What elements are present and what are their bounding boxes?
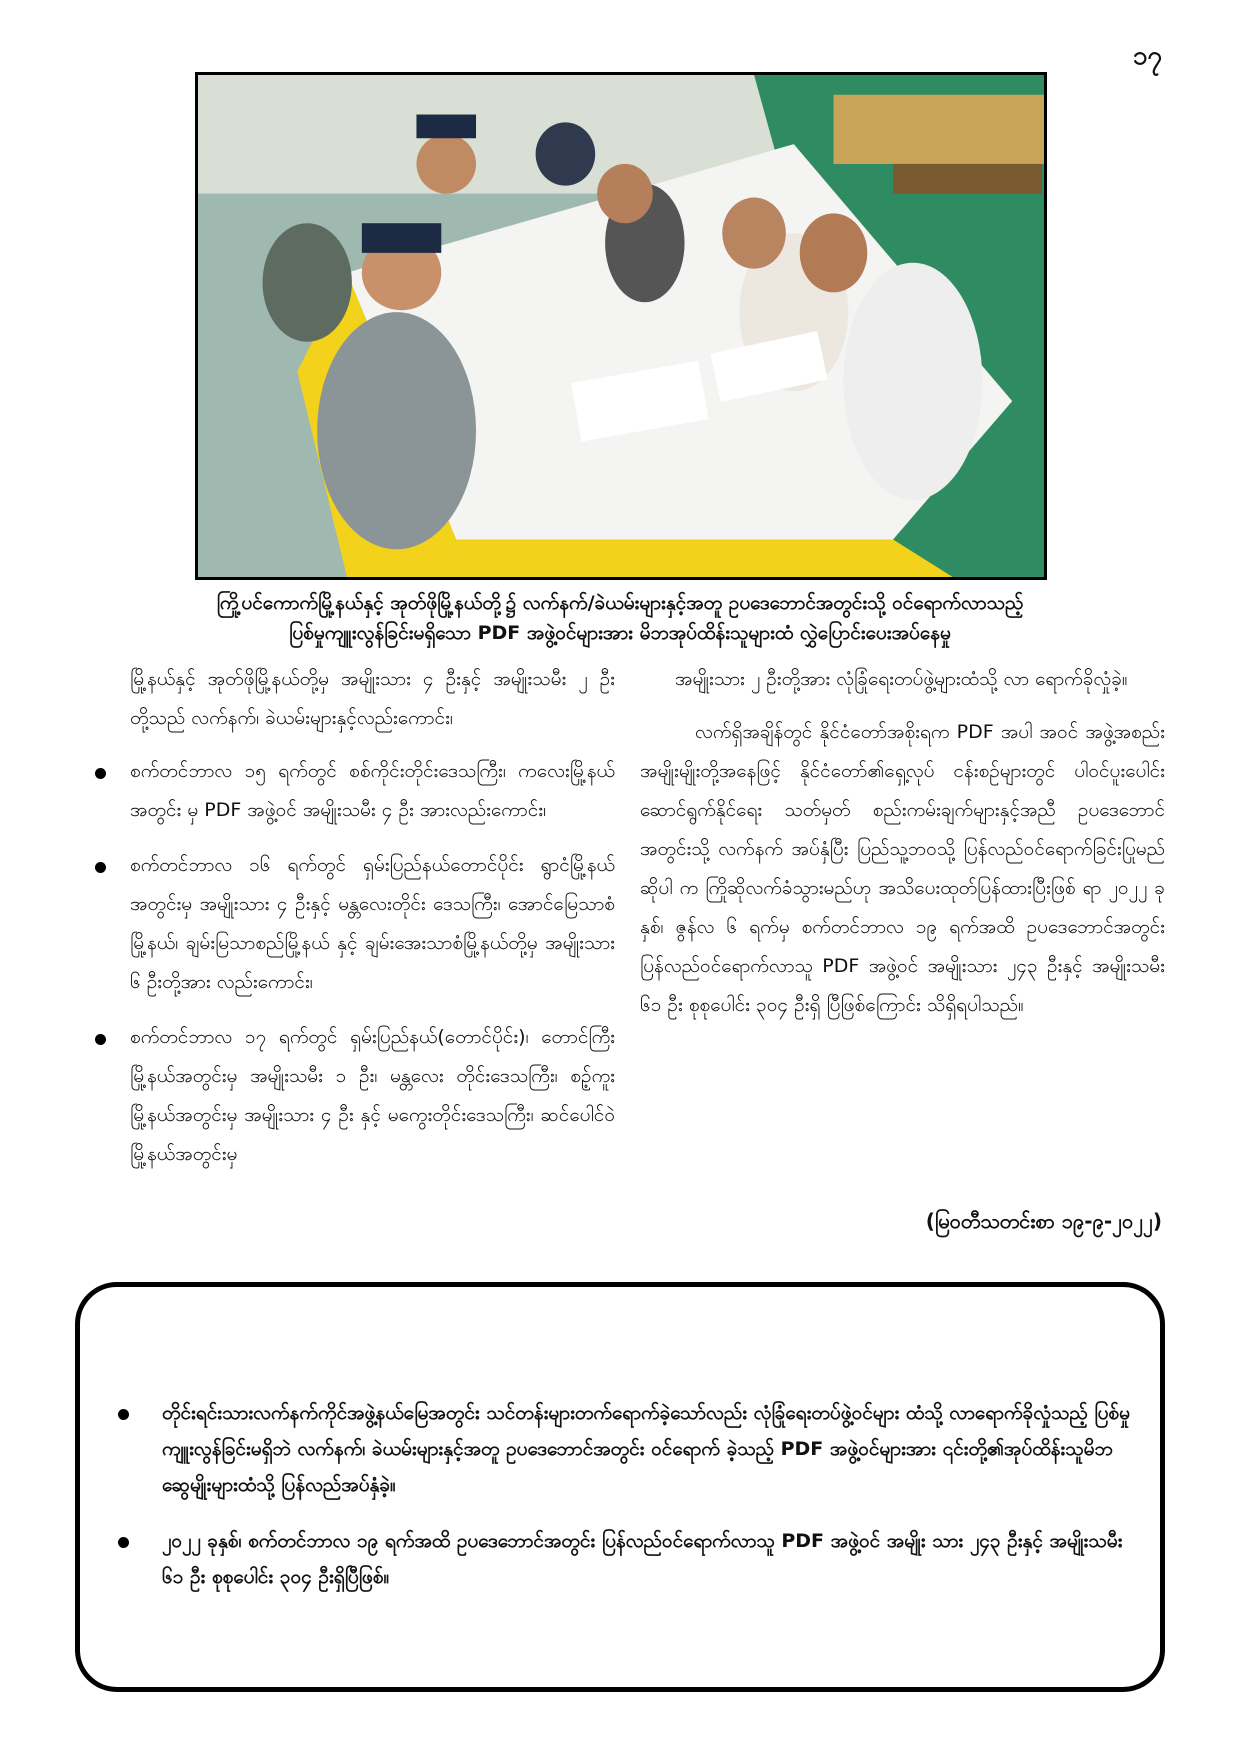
bullet-text: စက်တင်ဘာလ ၁၅ ရက်တွင် စစ်ကိုင်းတိုင်းဒေသကြီး၊ ကလေးမြို့နယ်အတွင်း မှ PDF အဖွဲ့ဝင် အမျိုးသမီး ၄ ဦး အားလည်းကောင်း၊ (130, 760, 615, 821)
bullet-text: စက်တင်ဘာလ ၁၇ ရက်တွင် ရှမ်းပြည်နယ်(တောင်ပိုင်း)၊ တောင်ကြီးမြို့နယ်အတွင်းမှ အမျိုးသမီး ၁ ဦး၊ မန္တလေး တိုင်းဒေသကြီး၊ စဉ့်ကူးမြို့နယ်အတွင်းမှ အမျိုးသား ၄ ဦး နှင့် မကွေးတိုင်းဒေသကြီး၊ ဆင်ပေါင်ဝဲမြို့နယ်အတွင်းမှ (130, 1026, 615, 1165)
summary-item (110, 1395, 1130, 1503)
bullet-icon (95, 768, 106, 779)
bullet-icon (95, 1034, 106, 1045)
bullet-icon (95, 862, 106, 873)
summary-box (75, 1282, 1165, 1692)
bullet-text: စက်တင်ဘာလ ၁၆ ရက်တွင် ရှမ်းပြည်နယ်တောင်ပိုင်း ရွာငံမြို့နယ်အတွင်းမှ အမျိုးသား ၄ ဦးနှင့် မန္တလေးတိုင်း ဒေသကြီး၊ အောင်မြေသာစံမြို့နယ်၊ ချမ်းမြသာစည်မြို့နယ် နှင့် ချမ်းအေးသာစံမြို့နယ်တို့မှ အမျိုးသား ၆ ဦးတို့အား လည်းကောင်း၊ (130, 854, 615, 993)
news-photo (195, 72, 1047, 580)
summary-list (110, 1395, 1130, 1615)
summary-text: ၂၀၂၂ ခုနှစ်၊ စက်တင်ဘာလ ၁၉ ရက်အထိ ဥပဒေဘောင်အတွင်း ပြန်လည်ဝင်ရောက်လာသူ PDF အဖွဲ့ဝင် အမျိုး သား ၂၄၃ ဦးနှင့် အမျိုးသမီး ၆၁ ဦး စုစုပေါင်း ၃၀၄ ဦးရှိပြီဖြစ်။ (162, 1530, 1123, 1588)
left-intro-paragraph: မြို့နယ်နှင့် အုတ်ဖိုမြို့နယ်တို့မှ အမျိုးသား ၄ ဦးနှင့် အမျိုးသမီး ၂ ဦးတို့သည် လက်နက်၊ ခဲယမ်းများနှင့်လည်းကောင်း၊ (130, 668, 615, 729)
summary-text: တိုင်းရင်းသားလက်နက်ကိုင်အဖွဲ့နယ်မြေအတွင်း သင်တန်းများတက်ရောက်ခဲ့သော်လည်း လုံခြုံရေးတပ်ဖွဲ့ဝင်များ ထံသို့ လာရောက်ခိုလှုံသည့် ပြစ်မှုကျူးလွန်ခြင်းမရှိဘဲ လက်နက်၊ ခဲယမ်းများနှင့်အတူ ဥပဒေဘောင်အတွင်း ဝင်ရောက် ခဲ့သည့် PDF အဖွဲ့ဝင်များအား ၎င်းတို့၏အုပ်ထိန်းသူမိဘဆွေမျိုးများထံသို့ ပြန်လည်အပ်နှံခဲ့။ (162, 1402, 1130, 1496)
right-column (640, 660, 1165, 1039)
right-main-paragraph: လက်ရှိအချိန်တွင် နိုင်ငံတော်အစိုးရက PDF အပါ အဝင် အဖွဲ့အစည်းအမျိုးမျိုးတို့အနေဖြင့် နိုင်ငံတော်၏ရှေ့လုပ် ငန်းစဉ်များတွင် ပါဝင်ပူးပေါင်းဆောင်ရွက်နိုင်ရေး သတ်မှတ် စည်းကမ်းချက်များနှင့်အညီ ဥပဒေဘောင်အတွင်းသို့ လက်နက် အပ်နှံပြီး ပြည်သူ့ဘဝသို့ ပြန်လည်ဝင်ရောက်ခြင်းပြုမည်ဆိုပါ က ကြိုဆိုလက်ခံသွားမည်ဟု အသိပေးထုတ်ပြန်ထားပြီးဖြစ် ရာ ၂၀၂၂ ခုနှစ်၊ ဇွန်လ ၆ ရက်မှ စက်တင်ဘာလ ၁၉ ရက်အထိ ဥပဒေဘောင်အတွင်း ပြန်လည်ဝင်ရောက်လာသူ PDF အဖွဲ့ဝင် အမျိုးသား ၂၄၃ ဦးနှင့် အမျိုးသမီး ၆၁ ဦး စုစုပေါင်း ၃၀၄ ဦးရှိ ပြီဖြစ်ကြောင်း သိရှိရပါသည်။ (640, 721, 1165, 1016)
photo-caption (110, 588, 1130, 648)
source-citation: (မြဝတီသတင်းစာ ၁၉-၉-၂၀၂၂) (925, 1209, 1162, 1233)
right-continuation-paragraph: အမျိုးသား ၂ ဦးတို့အား လုံခြုံရေးတပ်ဖွဲ့များထံသို့ လာ ရောက်ခိုလှုံခဲ့။ (675, 668, 1128, 690)
summary-item (110, 1523, 1130, 1595)
page-number: ၁၇ (1132, 41, 1162, 71)
left-column (95, 660, 615, 1190)
photo-caption-line-2: ပြစ်မှုကျူးလွန်ခြင်းမရှိသော PDF အဖွဲ့ဝင်များအား မိဘအုပ်ထိန်းသူများထံ လွှဲပြောင်းပေးအပ်နေမှု (289, 622, 951, 644)
bullet-item (95, 752, 615, 830)
bullet-icon (118, 1537, 129, 1548)
bullet-icon (118, 1409, 129, 1420)
bullet-item (95, 846, 615, 1002)
bullet-item (95, 1018, 615, 1174)
photo-caption-line-1: ကြို့ပင်ကောက်မြို့နယ်နှင့် အုတ်ဖိုမြို့နယ်တို့၌ လက်နက်/ခဲယမ်းများနှင့်အတူ ဥပဒေဘောင်အတွင်းသို့ ဝင်ရောက်လာသည့် (216, 592, 1024, 614)
